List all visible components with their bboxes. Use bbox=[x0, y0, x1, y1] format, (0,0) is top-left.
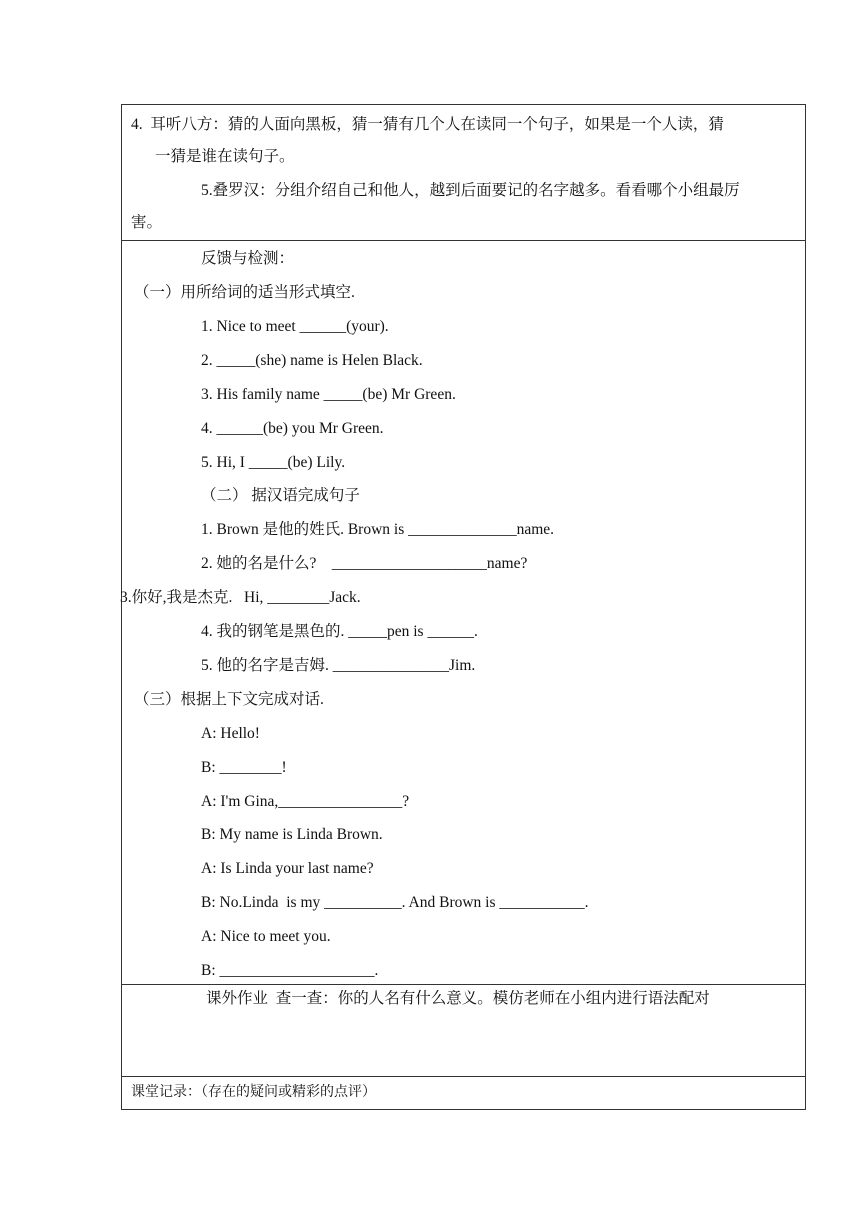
row-divider bbox=[122, 1076, 805, 1077]
part2-item: 1. Brown 是他的姓氏. Brown is ______________name. bbox=[201, 521, 555, 538]
part1-item: 2. _____(she) name is Helen Black. bbox=[201, 352, 423, 369]
part1-item: 1. Nice to meet ______(your). bbox=[201, 318, 389, 335]
dialog-line: A: Is Linda your last name? bbox=[201, 860, 374, 877]
part1-item: 5. Hi, I _____(be) Lily. bbox=[201, 454, 346, 471]
dialog-line: A: I'm Gina,________________? bbox=[201, 793, 410, 810]
activity-4-line1: 4. 耳听八方：猜的人面向黑板，猜一猜有几个人在读同一个句子，如果是一个人读，猜 bbox=[131, 116, 724, 133]
dialog-line: B: ____________________. bbox=[201, 962, 379, 979]
class-record-text: 课堂记录：（存在的疑问或精彩的点评） bbox=[131, 1085, 376, 1100]
part2-item: 2. 她的名是什么? ____________________name? bbox=[201, 555, 528, 572]
part1-item: 4. ______(be) you Mr Green. bbox=[201, 420, 384, 437]
row-divider bbox=[122, 984, 805, 985]
part1-item: 3. His family name _____(be) Mr Green. bbox=[201, 386, 456, 403]
dialog-line: B: ________! bbox=[201, 759, 287, 776]
dialog-line: B: My name is Linda Brown. bbox=[201, 826, 383, 843]
activity-4-line2: 一猜是谁在读句子。 bbox=[155, 148, 295, 165]
homework-text: 课外作业 查一查：你的人名有什么意义。模仿老师在小组内进行语法配对 bbox=[206, 990, 710, 1007]
part2-item: 5. 他的名字是吉姆. _______________Jim. bbox=[201, 657, 476, 674]
part3-title: （三）根据上下文完成对话. bbox=[134, 691, 324, 708]
dialog-line: B: No.Linda is my __________. And Brown is ___________. bbox=[201, 894, 589, 911]
part1-title: （一）用所给词的适当形式填空. bbox=[134, 284, 355, 301]
dialog-line: A: Hello! bbox=[201, 725, 260, 742]
dialog-line: A: Nice to meet you. bbox=[201, 928, 331, 945]
activity-5-line2: 害。 bbox=[131, 214, 163, 231]
part2-item: 3.你好,我是杰克. Hi, ________Jack. bbox=[120, 589, 361, 606]
part2-item: 4. 我的钢笔是黑色的. _____pen is ______. bbox=[201, 623, 478, 640]
lesson-table bbox=[121, 104, 806, 1110]
row-divider bbox=[122, 240, 805, 241]
feedback-heading: 反馈与检测： bbox=[201, 250, 295, 267]
part2-title: （二） 据汉语完成句子 bbox=[201, 487, 360, 504]
activity-5-line1: 5.叠罗汉：分组介绍自己和他人，越到后面要记的名字越多。看看哪个小组最厉 bbox=[201, 182, 740, 199]
